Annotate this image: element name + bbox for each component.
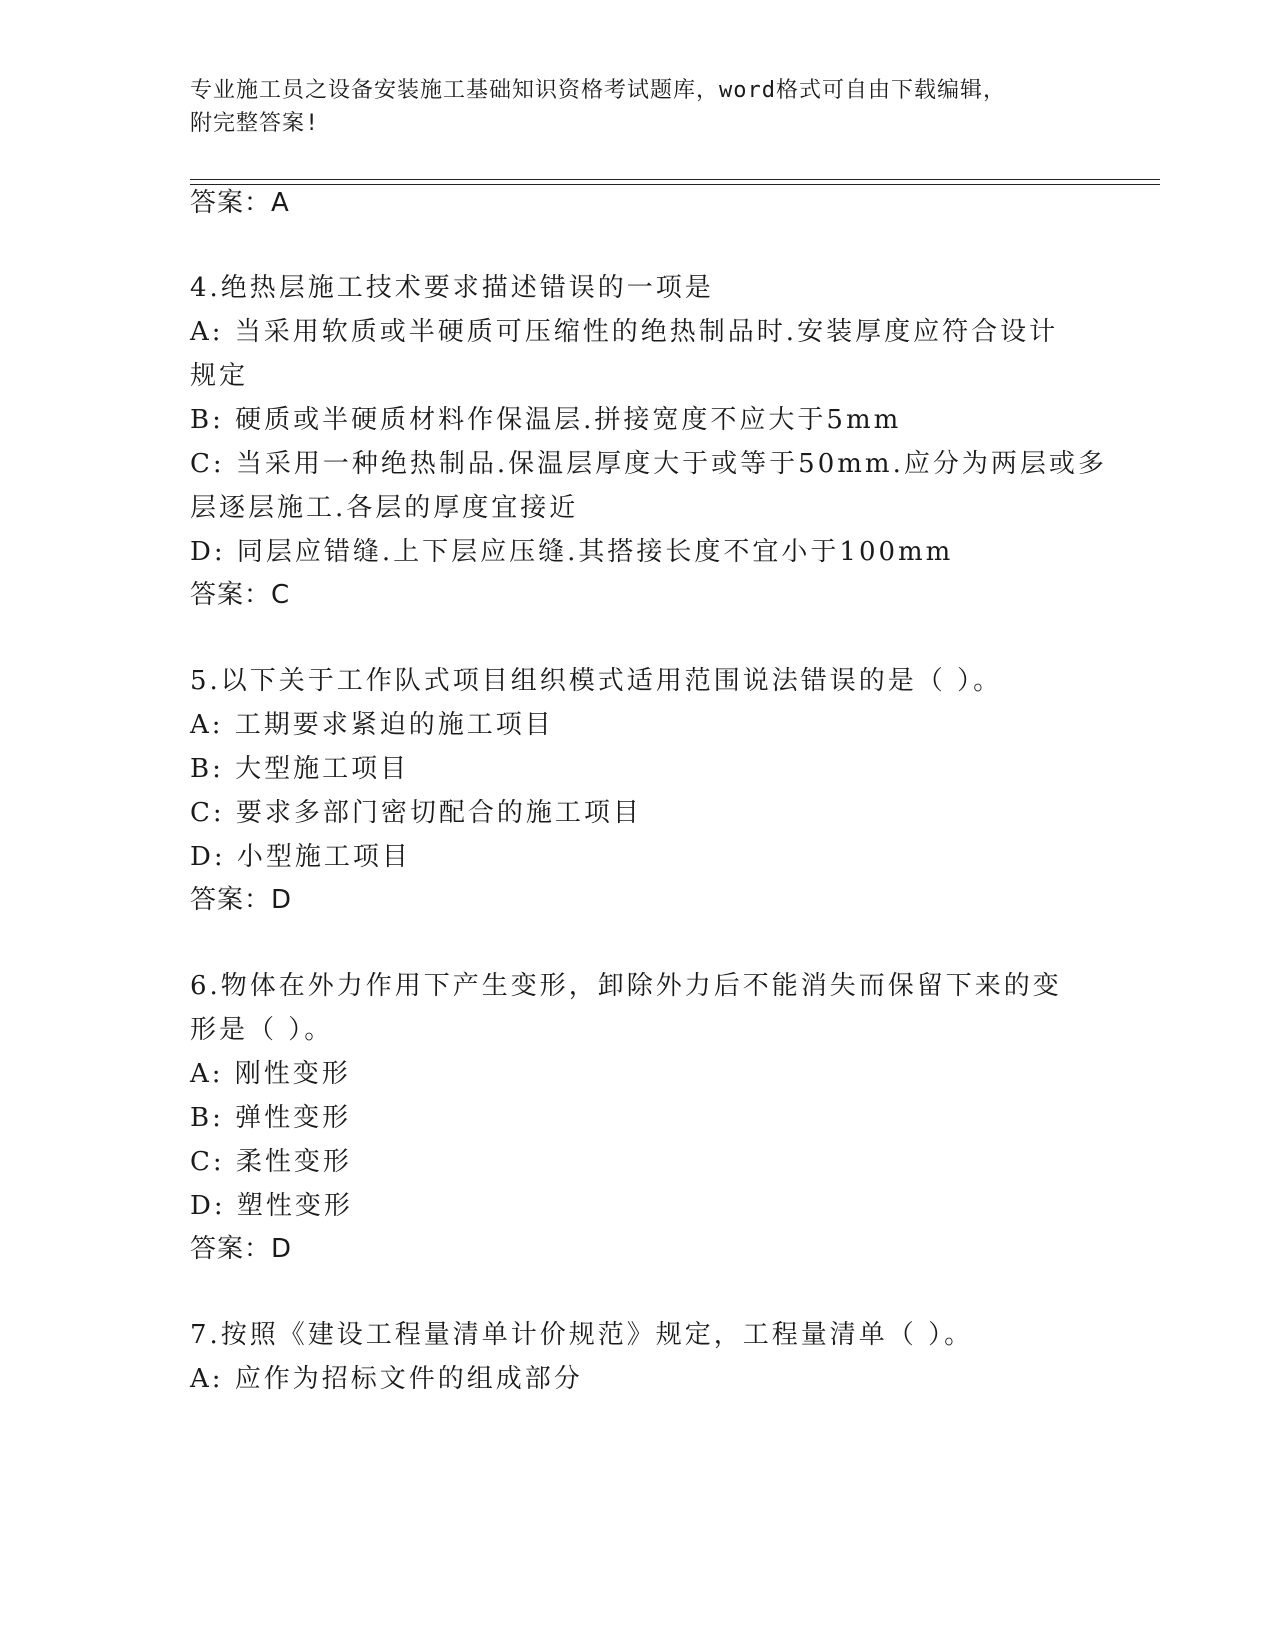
q4-option-a-line2: 规定 <box>190 361 249 391</box>
q4-answer: 答案：C <box>190 580 291 610</box>
q6-option-a: A: 刚性变形 <box>190 1059 351 1089</box>
question-4: 4.绝热层施工技术要求描述错误的一项是 <box>190 273 714 303</box>
q5-option-d: D: 小型施工项目 <box>190 842 411 872</box>
q6-answer: 答案：D <box>190 1234 293 1264</box>
q6-option-d: D: 塑性变形 <box>190 1191 353 1221</box>
q5-option-a: A: 工期要求紧迫的施工项目 <box>190 710 554 740</box>
q5-answer: 答案：D <box>190 885 293 915</box>
q6-option-b: B: 弹性变形 <box>190 1103 352 1133</box>
document-header <box>190 74 1070 140</box>
q4-option-a-line1: A: 当采用软质或半硬质可压缩性的绝热制品时.安装厚度应符合设计 <box>190 317 1059 347</box>
q6-option-c: C: 柔性变形 <box>190 1147 352 1177</box>
q4-option-d: D: 同层应错缝.上下层应压缝.其搭接长度不宜小于100mm <box>190 537 954 567</box>
question-5: 5.以下关于工作队式项目组织模式适用范围说法错误的是（ ）。 <box>190 666 1003 696</box>
header-rule-top <box>190 179 1160 180</box>
q5-option-b: B: 大型施工项目 <box>190 754 410 784</box>
q7-option-a: A: 应作为招标文件的组成部分 <box>190 1364 583 1394</box>
q4-option-c-line2: 层逐层施工.各层的厚度宜接近 <box>190 493 579 523</box>
q5-option-c: C: 要求多部门密切配合的施工项目 <box>190 798 642 828</box>
question-6-line2: 形是（ ）。 <box>190 1015 334 1045</box>
answer-prev: 答案：A <box>190 188 290 218</box>
header-rule-bottom <box>190 184 1160 185</box>
header-line-2: 附完整答案! <box>190 111 320 136</box>
header-line-1: 专业施工员之设备安装施工基础知识资格考试题库，word格式可自由下载编辑， <box>190 78 1006 103</box>
q4-option-b: B: 硬质或半硬质材料作保温层.拼接宽度不应大于5mm <box>190 405 902 435</box>
question-6-line1: 6.物体在外力作用下产生变形，卸除外力后不能消失而保留下来的变 <box>190 971 1062 1001</box>
question-7: 7.按照《建设工程量清单计价规范》规定，工程量清单（ ）。 <box>190 1320 974 1350</box>
q4-option-c-line1: C: 当采用一种绝热制品.保温层厚度大于或等于50mm.应分为两层或多 <box>190 449 1107 479</box>
